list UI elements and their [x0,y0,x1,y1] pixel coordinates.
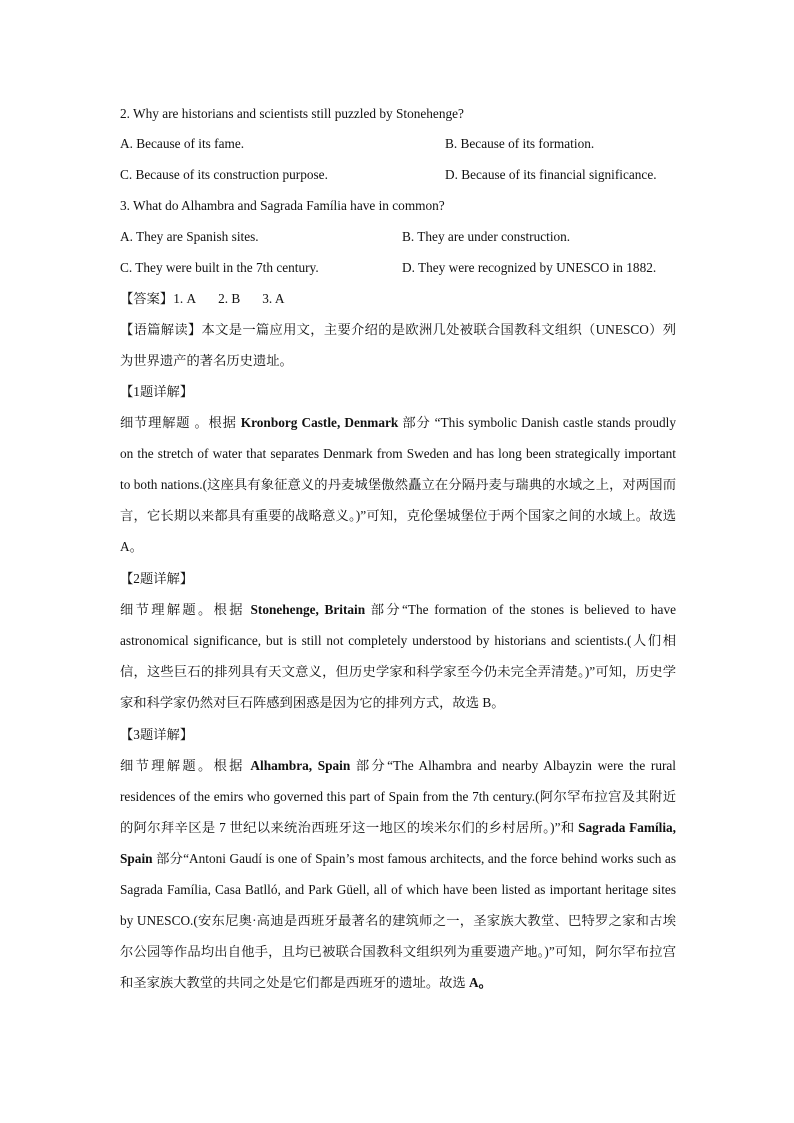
detail-2-post: 部分“The formation of the stones is believed to have astronomical significance, but is still not completely understood by historians and scientists.(人们相信，这些巨石的排列具有天文意义，但历史学家和科学家至今仍未完全弄清楚。)”可知，历史学家和科学家仍然对巨石阵感到困惑是因为它的排列方式，故选 B。 [120,602,676,710]
detail-1-post: 部分 “This symbolic Danish castle stands proudly on the stretch of water that separates Denmark from Sweden and has long been strategically important to both nations.(这座具有象征意义的丹麦城堡傲然矗立在分隔丹麦与瑞典的水域之上，对两国而言，它长期以来都具有重要的战略意义。)”可知，克伦堡城堡位于两个国家之间的水域上。故选 A。 [120,415,676,554]
detail-2-heading: 【2题详解】 [120,571,194,586]
q2-option-b: B. Because of its formation. [445,136,595,151]
detail-2-pre: 细节理解题。根据 [120,602,251,617]
detail-3-heading: 【3题详解】 [120,727,194,742]
detail-2-body [120,594,676,718]
reading-text: 本文是一篇应用文，主要介绍的是欧洲几处被联合国教科文组织（UNESCO）列为世界遗产的著名历史遗址。 [120,322,677,368]
answer-2: 2. B [218,291,241,306]
q3-option-c: C. They were built in the 7th century. [120,260,319,275]
reading-label: 【语篇解读】 [120,322,202,337]
detail-3-post: 部分“Antoni Gaudí is one of Spain’s most famous architects, and the force behind works such as Sagrada Família, Casa Batlló, and Park Güell, all of which have been listed as important heritage sites by UNESCO.(安东尼奥·高迪是西班牙最著名的建筑师之一，圣家族大教堂、巴特罗之家和古埃尔公园等作品均出自他手，且均已被联合国教科文组织列为重要遗产地。)”可知，阿尔罕布拉宫和圣家族大教堂的共同之处是它们都是西班牙的遗址。故选 [120,851,676,990]
q2-option-d: D. Because of its financial significance. [445,167,657,182]
q2-option-a: A. Because of its fame. [120,136,245,151]
detail-3-section [120,719,676,998]
detail-1-section [120,376,676,562]
answer-label: 【答案】 [120,291,174,306]
detail-1-heading: 【1题详解】 [120,384,194,399]
detail-3-pre: 细节理解题。根据 [120,758,251,773]
detail-2-section [120,563,676,718]
q3-option-b: B. They are under construction. [402,229,571,244]
detail-3-bold-2: Sagrada Família, Spain [120,820,676,866]
answer-1: 1. A [173,291,197,306]
detail-2-bold: Stonehenge, Britain [250,602,366,617]
question-3: 3. What do Alhambra and Sagrada Família have in common? [120,198,445,213]
answer-line [120,289,284,309]
detail-1-bold: Kronborg Castle, Denmark [240,415,399,430]
answer-3: 3. A [262,291,285,306]
detail-1-pre: 细节理解题 。根据 [120,415,241,430]
detail-3-body [120,750,676,998]
q3-option-a: A. They are Spanish sites. [120,229,259,244]
question-2: 2. Why are historians and scientists still puzzled by Stonehenge? [120,106,464,121]
reading-summary [120,314,676,376]
detail-1-body [120,407,676,562]
q2-option-c: C. Because of its construction purpose. [120,167,328,182]
detail-3-bold-1: Alhambra, Spain [250,758,351,773]
detail-3-mid: 部分“The Alhambra and nearby Albayzin were the rural residences of the emirs who governed this part of Spain from the 7th century.(阿尔罕布拉宫及其附近的阿尔拜辛区是 7 世纪以来统治西班牙这一地区的埃米尔们的乡村居所。)”和 [120,758,676,835]
detail-3-final: A。 [469,975,492,990]
q3-option-d: D. They were recognized by UNESCO in 1882. [402,260,657,275]
